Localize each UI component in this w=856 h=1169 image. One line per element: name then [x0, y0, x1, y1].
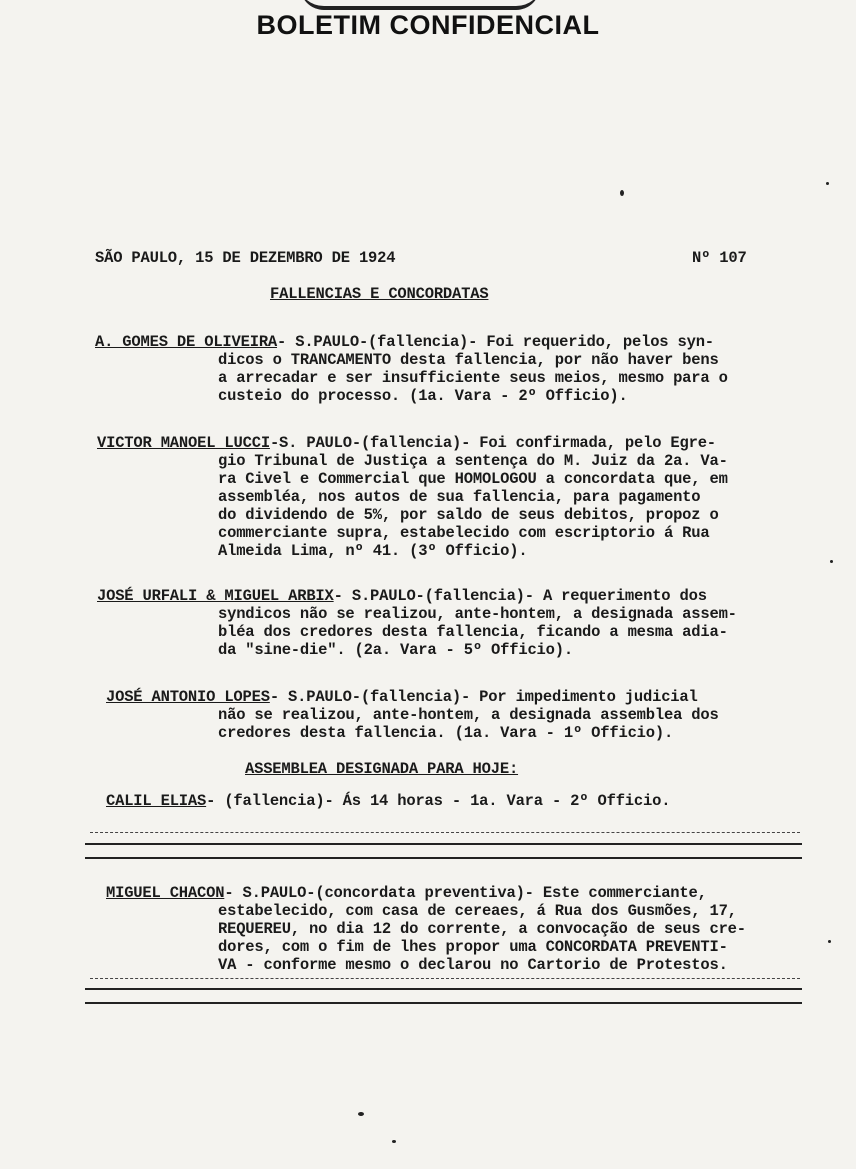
entry-line: commerciante supra, estabelecido com escriptorio á Rua — [218, 524, 710, 542]
entry-line: REQUEREU, no dia 12 do corrente, a convocação de seus cre- — [218, 920, 746, 938]
divider-rule — [85, 843, 802, 845]
entry-line: - S.PAULO-(fallencia)- A requerimento dos — [333, 587, 707, 605]
entry-name: A. GOMES DE OLIVEIRA — [95, 333, 278, 351]
bulletin-title: BOLETIM CONFIDENCIAL — [256, 10, 600, 40]
entry-antonio-lopes — [106, 688, 698, 707]
divider-rule — [85, 857, 802, 859]
header-arc-decoration — [300, 0, 540, 10]
divider-rule — [85, 1002, 802, 1004]
entry-line: da "sine-die". (2a. Vara - 5º Officio). — [218, 641, 573, 659]
entry-line: assembléa, nos autos de sua fallencia, para pagamento — [218, 488, 701, 506]
ink-speck — [826, 182, 829, 185]
entry-line: dicos o TRANCAMENTO desta fallencia, por não haver bens — [218, 351, 719, 369]
entry-victor-manoel-lucci — [97, 434, 716, 453]
entry-gomes-de-oliveira — [95, 333, 714, 352]
divider-rule — [90, 978, 800, 979]
entry-line: - S.PAULO-(fallencia)- Foi requerido, pelos syn- — [277, 333, 714, 351]
ink-speck — [358, 1112, 364, 1116]
entry-line: estabelecido, com casa de cereaes, á Rua dos Gusmões, 17, — [218, 902, 737, 920]
section-title: FALLENCIAS E CONCORDATAS — [270, 285, 489, 303]
entry-name: MIGUEL CHACON — [106, 884, 225, 902]
ink-speck — [392, 1140, 396, 1143]
entry-line: syndicos não se realizou, ante-hontem, a designada assem- — [218, 605, 737, 623]
assembly-heading: ASSEMBLEA DESIGNADA PARA HOJE: — [245, 760, 519, 778]
entry-line: custeio do processo. (1a. Vara - 2º Officio). — [218, 387, 628, 405]
ink-speck — [830, 560, 833, 563]
ink-speck — [620, 190, 624, 196]
entry-line: do dividendo de 5%, por saldo de seus debitos, propoz o — [218, 506, 719, 524]
entry-line: credores desta fallencia. (1a. Vara - 1º Officio). — [218, 724, 674, 742]
entry-calil-elias — [106, 792, 670, 811]
entry-line: VA - conforme mesmo o declarou no Cartorio de Protestos. — [218, 956, 728, 974]
entry-line: - S.PAULO-(concordata preventiva)- Este commerciante, — [224, 884, 707, 902]
entry-line: gio Tribunal de Justiça a sentença do M. Juiz da 2a. Va- — [218, 452, 728, 470]
entry-line: dores, com o fim de lhes propor uma CONCORDATA PREVENTI- — [218, 938, 728, 956]
entry-line: Almeida Lima, nº 41. (3º Officio). — [218, 542, 528, 560]
entry-name: JOSÉ ANTONIO LOPES — [106, 688, 270, 706]
entry-urfali-arbix — [97, 587, 707, 606]
entry-line: a arrecadar e ser insufficiente seus meios, mesmo para o — [218, 369, 728, 387]
ink-speck — [828, 940, 831, 943]
entry-miguel-chacon — [106, 884, 707, 903]
entry-name: JOSÉ URFALI & MIGUEL ARBIX — [97, 587, 334, 605]
entry-line: bléa dos credores desta fallencia, ficando a mesma adia- — [218, 623, 728, 641]
dateline: SÃO PAULO, 15 DE DEZEMBRO DE 1924 — [95, 249, 396, 267]
entry-line: - S.PAULO-(fallencia)- Por impedimento judicial — [269, 688, 698, 706]
issue-number: Nº 107 — [692, 249, 747, 267]
entry-name: CALIL ELIAS — [106, 792, 207, 810]
entry-name: VICTOR MANOEL LUCCI — [97, 434, 270, 452]
entry-line: ra Civel e Commercial que HOMOLOGOU a concordata que, em — [218, 470, 728, 488]
entry-line: - (fallencia)- Ás 14 horas - 1a. Vara - 2º Officio. — [206, 792, 671, 810]
divider-rule — [90, 832, 800, 833]
entry-line: -S. PAULO-(fallencia)- Foi confirmada, pelo Egre- — [269, 434, 716, 452]
entry-line: não se realizou, ante-hontem, a designada assemblea dos — [218, 706, 719, 724]
divider-rule — [85, 988, 802, 990]
